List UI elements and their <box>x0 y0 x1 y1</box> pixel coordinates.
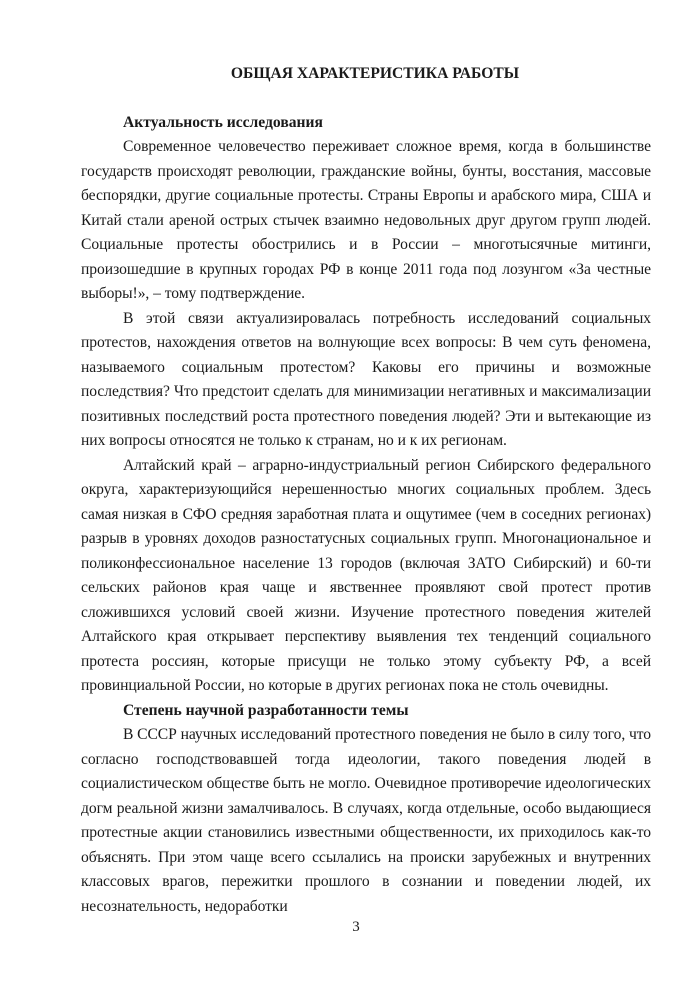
page-content <box>81 62 651 919</box>
document-title: ОБЩАЯ ХАРАКТЕРИСТИКА РАБОТЫ <box>230 65 520 82</box>
paragraph: Современное человечество переживает сложное время, когда в большинстве государств происходят революции, гражданские войны, бунты, восстания, массовые беспорядки, другие социальные протесты. Страны Европы и арабского мира, США и Китай стали ареной острых стычек взаимно недовольных друг другом групп людей. Социальные протесты обострились и в России – многотысячные митинги, произошедшие в крупных городах РФ в конце 2011 года под лозунгом «За честные выборы!», – тому подтверждение. <box>81 138 651 302</box>
section-heading-relevance: Актуальность исследования <box>123 113 323 131</box>
paragraph: В СССР научных исследований протестного поведения не было в силу того, что согласно господствовавшей тогда идеологии, такого поведения людей в социалистическом обществе быть не могло. Очевидное противоречие идеологических догм реальной жизни замалчивалось. В случаях, когда отдельные, особо выдающиеся протестные акции становились известными общественности, их приходилось как-то объяснять. При этом чаще всего ссылались на происки зарубежных и внутренних классовых врагов, пережитки прошлого в сознании и поведении людей, их несознательность, недоработки <box>81 726 651 915</box>
section-heading-research-degree: Степень научной разработанности темы <box>123 701 409 719</box>
paragraph: В этой связи актуализировалась потребность исследований социальных протестов, нахождения ответов на волнующие всех вопросы: В чем суть феномена, называемого социальным протестом? Каковы его причины и возможные последствия? Что предстоит сделать для минимизации негативных и максимализации позитивных последствий роста протестного поведения людей? Эти и вытекающие из них вопросы относятся не только к странам, но и к их регионам. <box>81 309 651 449</box>
page-number: 3 <box>352 919 360 935</box>
paragraph: Алтайский край – аграрно-индустриальный регион Сибирского федерального округа, характеризующийся нерешенностью многих социальных проблем. Здесь самая низкая в СФО средняя заработная плата и ощутимее (чем в соседних регионах) разрыв в уровнях доходов разностатусных социальных групп. Многонациональное и поликонфессиональное население 13 городов (включая ЗАТО Сибирский) и 60-ти сельских районов края чаще и явственнее проявляют свой протест против сложившихся условий своей жизни. Изучение протестного поведения жителей Алтайского края открывает перспективу выявления тех тенденций социального протеста россиян, которые присущи не только этому субъекту РФ, а всей провинциальной России, но которые в других регионах пока не столь очевидны. <box>81 456 651 694</box>
